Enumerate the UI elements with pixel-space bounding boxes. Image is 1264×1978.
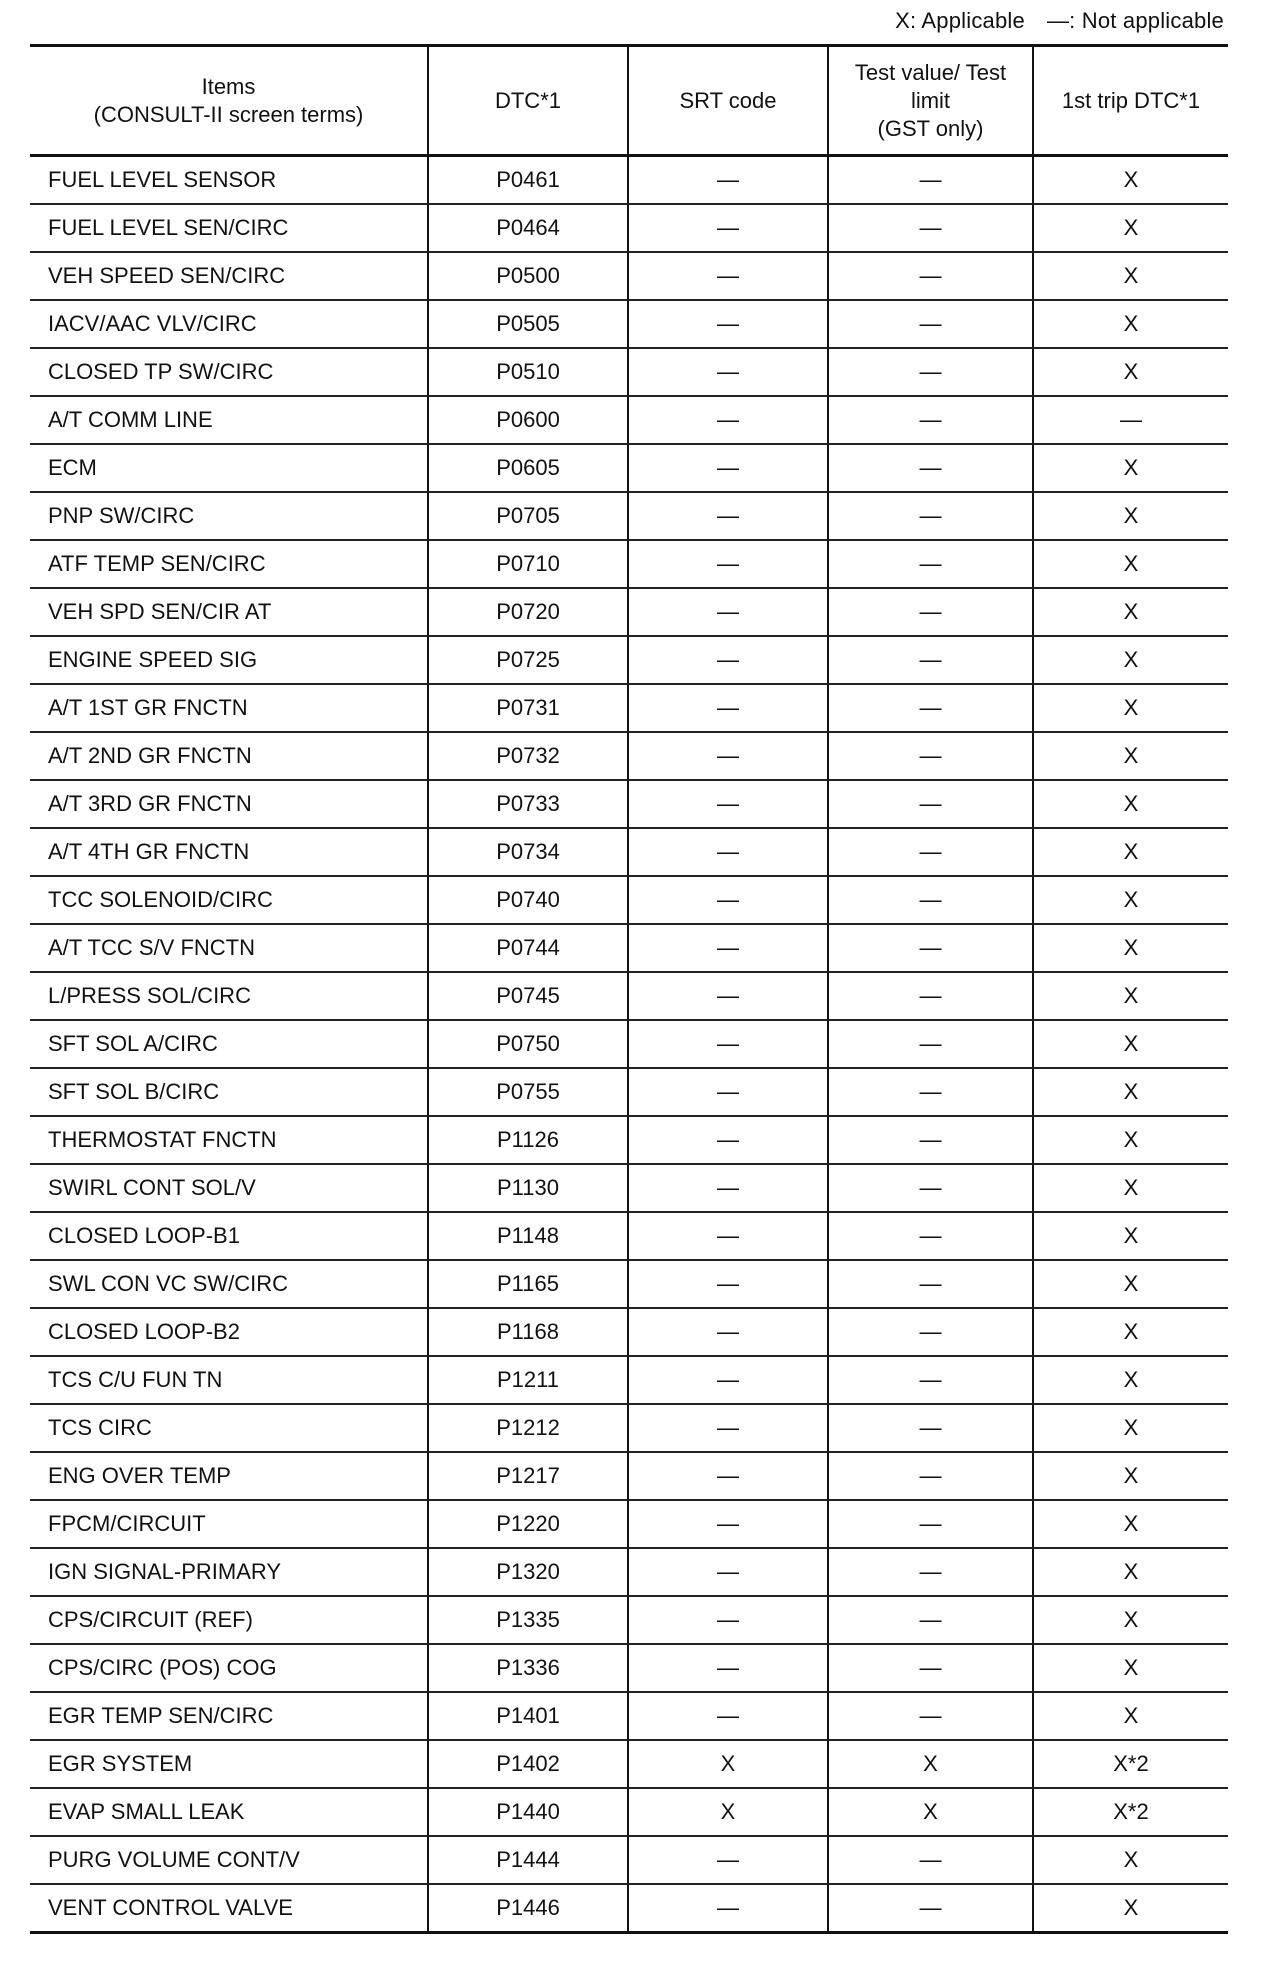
first-trip-cell: X <box>1033 1500 1228 1548</box>
srt-cell: — <box>628 732 828 780</box>
dtc-cell: P1168 <box>428 1308 628 1356</box>
dtc-cell: P1126 <box>428 1116 628 1164</box>
test-value-cell: — <box>828 780 1033 828</box>
srt-cell: — <box>628 1212 828 1260</box>
item-cell: FUEL LEVEL SENSOR <box>30 156 428 205</box>
first-trip-cell: X <box>1033 252 1228 300</box>
srt-cell: — <box>628 1644 828 1692</box>
srt-cell: — <box>628 1068 828 1116</box>
test-value-cell: — <box>828 156 1033 205</box>
dtc-cell: P1336 <box>428 1644 628 1692</box>
dtc-cell: P1165 <box>428 1260 628 1308</box>
test-value-cell: — <box>828 1692 1033 1740</box>
test-value-cell: — <box>828 540 1033 588</box>
srt-cell: — <box>628 444 828 492</box>
srt-cell: — <box>628 348 828 396</box>
table-row <box>30 1404 1228 1452</box>
first-trip-cell: X <box>1033 684 1228 732</box>
dtc-cell: P0500 <box>428 252 628 300</box>
test-value-cell: — <box>828 1164 1033 1212</box>
table-row <box>30 1644 1228 1692</box>
item-cell: SFT SOL A/CIRC <box>30 1020 428 1068</box>
first-trip-cell: X <box>1033 828 1228 876</box>
srt-cell: — <box>628 684 828 732</box>
header-first-trip: 1st trip DTC*1 <box>1033 46 1228 156</box>
test-value-cell: — <box>828 972 1033 1020</box>
test-value-cell: — <box>828 924 1033 972</box>
item-cell: ECM <box>30 444 428 492</box>
first-trip-cell: X <box>1033 1212 1228 1260</box>
table-row <box>30 1740 1228 1788</box>
item-cell: A/T TCC S/V FNCTN <box>30 924 428 972</box>
first-trip-cell: X <box>1033 972 1228 1020</box>
srt-cell: — <box>628 1548 828 1596</box>
table-row <box>30 588 1228 636</box>
table-row <box>30 540 1228 588</box>
table-row <box>30 972 1228 1020</box>
srt-cell: — <box>628 1164 828 1212</box>
srt-cell: — <box>628 300 828 348</box>
dtc-cell: P1212 <box>428 1404 628 1452</box>
srt-cell: — <box>628 876 828 924</box>
dtc-cell: P1401 <box>428 1692 628 1740</box>
srt-cell: — <box>628 1884 828 1933</box>
srt-cell: X <box>628 1740 828 1788</box>
item-cell: EVAP SMALL LEAK <box>30 1788 428 1836</box>
srt-cell: — <box>628 540 828 588</box>
first-trip-cell: X <box>1033 492 1228 540</box>
dtc-cell: P1320 <box>428 1548 628 1596</box>
test-value-cell: — <box>828 1836 1033 1884</box>
first-trip-cell: X <box>1033 780 1228 828</box>
first-trip-cell: X <box>1123 1895 1139 1920</box>
srt-cell: — <box>628 396 828 444</box>
item-cell: CLOSED LOOP-B1 <box>30 1212 428 1260</box>
legend-not-applicable: —: Not applicable <box>1046 8 1224 33</box>
srt-cell: — <box>628 924 828 972</box>
first-trip-cell: X <box>1033 540 1228 588</box>
item-cell: ENGINE SPEED SIG <box>30 636 428 684</box>
dtc-cell: P0731 <box>428 684 628 732</box>
legend <box>895 8 1224 34</box>
srt-cell: — <box>628 1260 828 1308</box>
table-row <box>30 1260 1228 1308</box>
first-trip-cell: X <box>1033 636 1228 684</box>
table-row <box>30 780 1228 828</box>
dtc-cell: P0510 <box>428 348 628 396</box>
dtc-cell: P0733 <box>428 780 628 828</box>
test-value-cell: — <box>828 1212 1033 1260</box>
test-value-cell: — <box>828 1308 1033 1356</box>
header-srt: SRT code <box>628 46 828 156</box>
dtc-cell: P0745 <box>428 972 628 1020</box>
dtc-cell: P0710 <box>428 540 628 588</box>
dtc-cell: P1217 <box>428 1452 628 1500</box>
test-value-cell: — <box>828 348 1033 396</box>
table-row <box>30 156 1228 205</box>
test-value-cell: — <box>828 1884 1033 1933</box>
item-cell: A/T 4TH GR FNCTN <box>30 828 428 876</box>
first-trip-cell: X <box>1033 444 1228 492</box>
srt-cell: — <box>628 828 828 876</box>
dtc-cell: P1446 <box>428 1884 628 1933</box>
table-row <box>30 1548 1228 1596</box>
dtc-cell: P0605 <box>428 444 628 492</box>
item-cell: FUEL LEVEL SEN/CIRC <box>30 204 428 252</box>
header-row <box>30 46 1228 156</box>
test-value-cell: X <box>828 1740 1033 1788</box>
table-row <box>30 732 1228 780</box>
test-value-cell: — <box>828 1356 1033 1404</box>
dtc-cell: P1335 <box>428 1596 628 1644</box>
dtc-cell: P1130 <box>428 1164 628 1212</box>
item-cell: CLOSED TP SW/CIRC <box>30 348 428 396</box>
item-cell: CPS/CIRC (POS) COG <box>30 1644 428 1692</box>
srt-cell: X <box>628 1788 828 1836</box>
item-cell: ENG OVER TEMP <box>30 1452 428 1500</box>
header-items: Items (CONSULT-II screen terms) <box>30 46 428 156</box>
item-cell: FPCM/CIRCUIT <box>30 1500 428 1548</box>
table-row <box>30 396 1228 444</box>
dtc-cell: P1220 <box>428 1500 628 1548</box>
dtc-cell: P0461 <box>428 156 628 205</box>
test-value-cell: — <box>828 1500 1033 1548</box>
srt-cell: — <box>628 972 828 1020</box>
item-cell: A/T 1ST GR FNCTN <box>30 684 428 732</box>
srt-cell: — <box>628 636 828 684</box>
test-value-cell: — <box>828 252 1033 300</box>
item-cell: SWIRL CONT SOL/V <box>30 1164 428 1212</box>
test-value-cell: — <box>828 1548 1033 1596</box>
srt-cell: — <box>628 1452 828 1500</box>
dtc-cell: P1211 <box>428 1356 628 1404</box>
table-row <box>30 1452 1228 1500</box>
srt-cell: — <box>628 492 828 540</box>
test-value-cell: — <box>828 492 1033 540</box>
first-trip-cell: X <box>1033 1644 1228 1692</box>
dtc-cell: P0600 <box>428 396 628 444</box>
first-trip-cell: X <box>1033 1068 1228 1116</box>
header-test-value: Test value/ Test limit (GST only) <box>828 46 1033 156</box>
item-cell: A/T COMM LINE <box>30 396 428 444</box>
dtc-cell: P0740 <box>428 876 628 924</box>
item-cell: TCS C/U FUN TN <box>30 1356 428 1404</box>
dtc-cell: P1402 <box>428 1740 628 1788</box>
item-cell: PNP SW/CIRC <box>30 492 428 540</box>
dtc-cell: P0720 <box>428 588 628 636</box>
dtc-cell: P0734 <box>428 828 628 876</box>
test-value-cell: — <box>828 588 1033 636</box>
srt-cell: — <box>628 156 828 205</box>
test-value-cell: — <box>828 1116 1033 1164</box>
first-trip-cell: X <box>1033 876 1228 924</box>
dtc-cell: P0755 <box>428 1068 628 1116</box>
dtc-cell: P0725 <box>428 636 628 684</box>
test-value-cell: — <box>828 1260 1033 1308</box>
first-trip-cell: X <box>1033 300 1228 348</box>
srt-cell: — <box>628 1500 828 1548</box>
dtc-cell: P0705 <box>428 492 628 540</box>
item-cell: A/T 2ND GR FNCTN <box>30 732 428 780</box>
first-trip-cell: X <box>1033 1692 1228 1740</box>
header-dtc: DTC*1 <box>428 46 628 156</box>
test-value-cell: — <box>828 636 1033 684</box>
table-row <box>30 252 1228 300</box>
table-row <box>30 636 1228 684</box>
first-trip-cell: X <box>1033 156 1228 205</box>
table-row <box>30 1308 1228 1356</box>
test-value-cell: — <box>828 1596 1033 1644</box>
test-value-cell: — <box>828 204 1033 252</box>
srt-cell: — <box>628 1020 828 1068</box>
first-trip-cell: X <box>1033 1308 1228 1356</box>
dtc-table <box>30 44 1228 1934</box>
first-trip-cell: X <box>1033 1356 1228 1404</box>
dtc-cell: P0464 <box>428 204 628 252</box>
test-value-cell: — <box>828 684 1033 732</box>
first-trip-cell: X <box>1033 1164 1228 1212</box>
first-trip-cell: X <box>1033 1548 1228 1596</box>
item-cell: EGR TEMP SEN/CIRC <box>30 1692 428 1740</box>
item-cell: TCC SOLENOID/CIRC <box>30 876 428 924</box>
test-value-cell: — <box>828 828 1033 876</box>
dtc-cell: P0732 <box>428 732 628 780</box>
table-row <box>30 1500 1228 1548</box>
dtc-cell: P1440 <box>428 1788 628 1836</box>
item-cell: A/T 3RD GR FNCTN <box>30 780 428 828</box>
test-value-cell: — <box>828 396 1033 444</box>
first-trip-cell: X <box>1033 1116 1228 1164</box>
srt-cell: — <box>628 1116 828 1164</box>
table-row <box>30 1836 1228 1884</box>
test-value-cell: — <box>828 1404 1033 1452</box>
first-trip-cell: X <box>1033 732 1228 780</box>
test-value-cell: — <box>828 1068 1033 1116</box>
srt-cell: — <box>628 252 828 300</box>
dtc-cell: P0750 <box>428 1020 628 1068</box>
srt-cell: — <box>628 1596 828 1644</box>
first-trip-cell: X <box>1033 924 1228 972</box>
item-cell: IGN SIGNAL-PRIMARY <box>30 1548 428 1596</box>
dtc-cell: P0505 <box>428 300 628 348</box>
item-cell: VENT CONTROL VALVE <box>30 1884 428 1933</box>
item-cell: THERMOSTAT FNCTN <box>30 1116 428 1164</box>
first-trip-cell: X <box>1033 1404 1228 1452</box>
test-value-cell: X <box>828 1788 1033 1836</box>
first-trip-cell: X <box>1033 348 1228 396</box>
table-row <box>30 924 1228 972</box>
table-row <box>30 1068 1228 1116</box>
table-row <box>30 1020 1228 1068</box>
table-row <box>30 1212 1228 1260</box>
table-row <box>30 684 1228 732</box>
first-trip-cell: X <box>1033 588 1228 636</box>
srt-cell: — <box>628 1692 828 1740</box>
srt-cell: — <box>628 1308 828 1356</box>
item-cell: SWL CON VC SW/CIRC <box>30 1260 428 1308</box>
item-cell: TCS CIRC <box>30 1404 428 1452</box>
item-cell: PURG VOLUME CONT/V <box>30 1836 428 1884</box>
table-row <box>30 1596 1228 1644</box>
test-value-cell: — <box>828 1452 1033 1500</box>
table-row <box>30 1164 1228 1212</box>
srt-cell: — <box>628 1356 828 1404</box>
table-row <box>30 300 1228 348</box>
table-row <box>30 828 1228 876</box>
item-cell: SFT SOL B/CIRC <box>30 1068 428 1116</box>
srt-cell: — <box>628 780 828 828</box>
item-cell: ATF TEMP SEN/CIRC <box>30 540 428 588</box>
legend-applicable: X: Applicable <box>895 8 1025 33</box>
srt-cell: — <box>628 1836 828 1884</box>
table-row <box>30 204 1228 252</box>
test-value-cell: — <box>828 1020 1033 1068</box>
table-row <box>30 444 1228 492</box>
table-row <box>30 492 1228 540</box>
first-trip-cell: — <box>1033 396 1228 444</box>
srt-cell: — <box>628 588 828 636</box>
test-value-cell: — <box>828 1644 1033 1692</box>
test-value-cell: — <box>828 444 1033 492</box>
table-row <box>30 1884 1228 1933</box>
item-cell: VEH SPEED SEN/CIRC <box>30 252 428 300</box>
item-cell: IACV/AAC VLV/CIRC <box>30 300 428 348</box>
first-trip-cell: X <box>1033 1596 1228 1644</box>
dtc-cell: P1444 <box>428 1836 628 1884</box>
srt-cell: — <box>628 204 828 252</box>
table-row <box>30 1356 1228 1404</box>
srt-cell: — <box>628 1404 828 1452</box>
first-trip-cell: X <box>1033 1836 1228 1884</box>
item-cell: L/PRESS SOL/CIRC <box>30 972 428 1020</box>
item-cell: CPS/CIRCUIT (REF) <box>30 1596 428 1644</box>
test-value-cell: — <box>828 732 1033 780</box>
first-trip-cell: X <box>1033 1020 1228 1068</box>
table-row <box>30 348 1228 396</box>
table-row <box>30 1692 1228 1740</box>
dtc-cell: P1148 <box>428 1212 628 1260</box>
dtc-cell: P0744 <box>428 924 628 972</box>
first-trip-cell: X*2 <box>1033 1740 1228 1788</box>
first-trip-cell: X <box>1033 204 1228 252</box>
table-row <box>30 1788 1228 1836</box>
first-trip-cell: X <box>1033 1260 1228 1308</box>
table-row <box>30 876 1228 924</box>
test-value-cell: — <box>828 300 1033 348</box>
first-trip-cell: X*2 <box>1033 1788 1228 1836</box>
item-cell: CLOSED LOOP-B2 <box>30 1308 428 1356</box>
item-cell: VEH SPD SEN/CIR AT <box>30 588 428 636</box>
first-trip-cell: X <box>1033 1452 1228 1500</box>
item-cell: EGR SYSTEM <box>30 1740 428 1788</box>
test-value-cell: — <box>828 876 1033 924</box>
table-row <box>30 1116 1228 1164</box>
